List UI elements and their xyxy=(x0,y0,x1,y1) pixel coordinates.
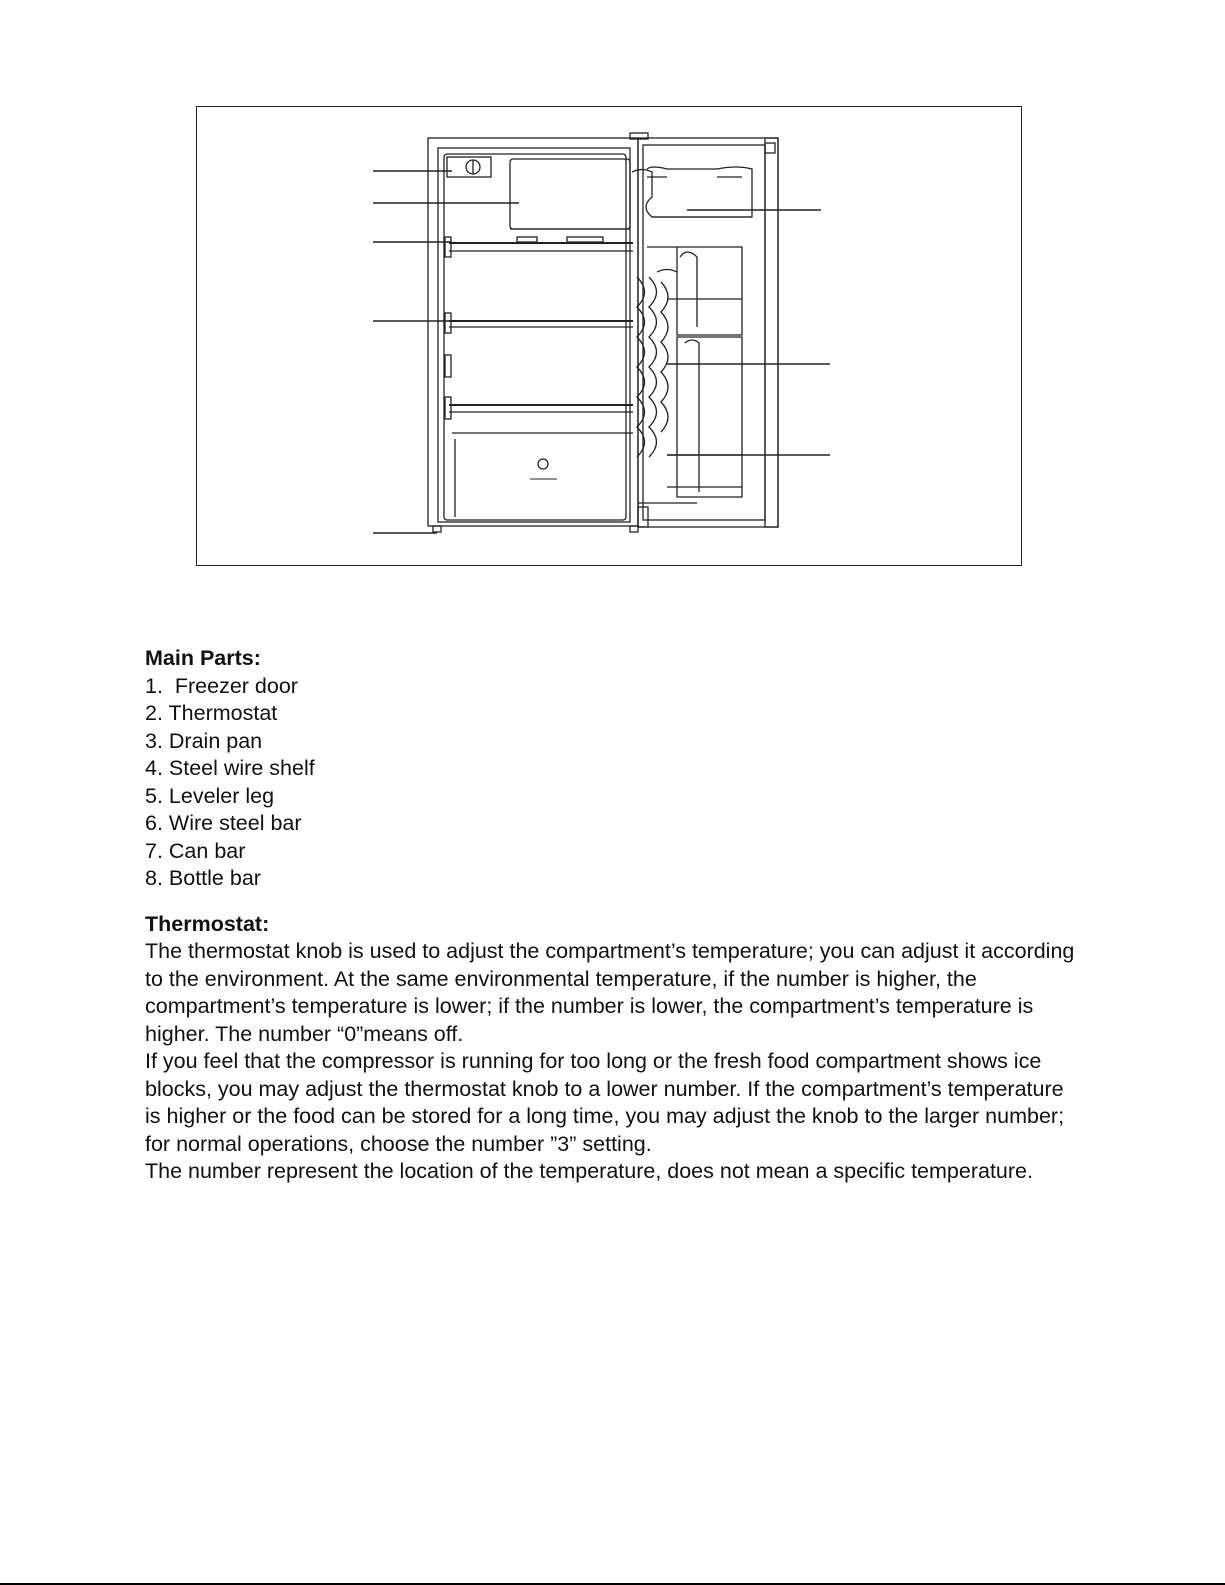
thermostat-paragraph: If you feel that the compressor is running for too long or the fresh food compartment shows ice blocks, you may adjust the thermostat knob to a lower number. If the compartment’s temperature is higher or the food can be stored for a long time, you may adjust the knob to the larger number; for normal operations, choose the number ”3” setting. xyxy=(145,1049,1065,1156)
callout-lines-left xyxy=(373,171,519,533)
energy-logo-icon xyxy=(530,459,557,479)
thermostat-paragraph: The number represent the location of the temperature, does not mean a specific temperature. xyxy=(145,1159,1033,1183)
thermostat-heading: Thermostat: xyxy=(145,911,270,936)
list-item: 3. Drain pan xyxy=(145,728,263,753)
list-item: 8. Bottle bar xyxy=(145,866,261,890)
list-item: 6. Wire steel bar xyxy=(145,811,302,835)
section-gap xyxy=(145,893,1075,911)
list-item: 1. Freezer door xyxy=(145,673,298,698)
diagram-frame xyxy=(196,106,1022,566)
door xyxy=(632,138,778,527)
list-item: 4. Steel wire shelf xyxy=(145,756,315,780)
list-item: 5. Leveler leg xyxy=(145,783,275,808)
main-parts-heading: Main Parts: xyxy=(145,646,261,670)
cabinet xyxy=(428,133,648,532)
thermostat-paragraph: The thermostat knob is used to adjust the compartment’s temperature; you can adjust it according to the environment. At the same environmental temperature, if the number is higher, the compartment’s temperature is lower; if the number is lower, the compartment’s temperature is higher. The number “0”means off. xyxy=(145,939,1075,1046)
list-item: 2. Thermostat xyxy=(145,701,278,725)
page-content xyxy=(145,645,1075,1186)
refrigerator-diagram xyxy=(197,107,1023,567)
list-item: 7. Can bar xyxy=(145,838,246,863)
main-parts-list xyxy=(145,673,1075,893)
